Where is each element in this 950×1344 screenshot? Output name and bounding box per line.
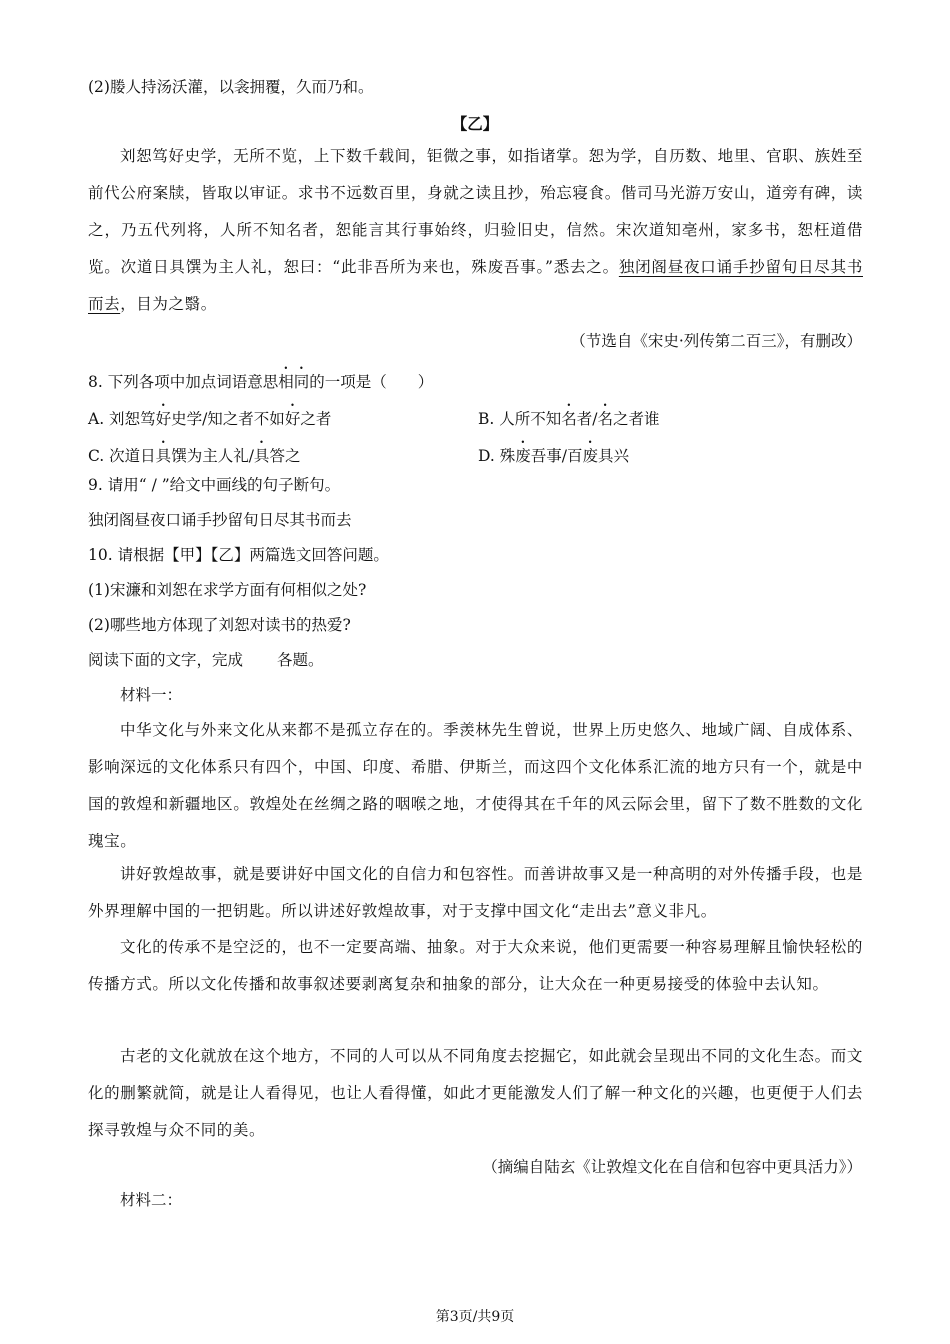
dotted-char: 名	[561, 410, 577, 428]
dotted-char: 同	[293, 373, 310, 391]
passage-yi-body	[88, 138, 863, 323]
material-1-para-1: 中华文化与外来文化从来都不是孤立存在的。季羡林先生曾说，世界上历史悠久、地域广阔、自成体系、影响深远的文化体系只有四个，中国、印度、希腊、伊斯兰，而这四个文化体系汇流的地方只有一个，就是中国的敦煌和新疆地区。敦煌处在丝绸之路的咽喉之地，才使得其在千年的风云际会里，留下了数不胜数的文化瑰宝。	[88, 721, 863, 850]
reading-intro: 阅读下面的文字，完成 各题。	[88, 651, 324, 669]
question-10-stem: 10. 请根据【甲】【乙】两篇选文回答问题。	[88, 546, 389, 564]
dotted-char: 好	[284, 410, 301, 428]
dotted-char: 废	[582, 447, 598, 465]
question-10-sub-1: (1)宋濂和刘恕在求学方面有何相似之处?	[88, 581, 367, 599]
previous-question-item: (2)媵人持汤沃灌，以衾拥覆，久而乃和。	[88, 78, 374, 96]
dotted-char: 废	[515, 447, 531, 465]
material-2-label: 材料二：	[120, 1191, 183, 1209]
question-10-sub-2: (2)哪些地方体现了刘恕对读书的热爱?	[88, 616, 351, 634]
passage-yi-title: 【乙】	[451, 114, 499, 133]
passage-yi-text: 刘恕笃好史学，无所不览，上下数千载间，钜微之事，如指诸掌。恕为学，自历数、地里、官职、族姓至前代公府案牍，皆取以审证。求书不远数百里，身就之读且抄，殆忘寝食。偕司马光游万安山，道旁有碑，读之，乃五代列将，人所不知名者，恕能言其行事始终，归验旧史，信然。宋次道知亳州，家多书，恕枉道借览。次道日具馔为主人礼，恕曰：“此非吾所为来也，殊废吾事。”悉去之。	[88, 147, 863, 276]
material-1-para-4: 古老的文化就放在这个地方，不同的人可以从不同角度去挖掘它，如此就会呈现出不同的文化生态。而文化的删繁就简，就是让人看得见，也让人看得懂，如此才更能激发人们了解一种文化的兴趣，也更便于人们去探寻敦煌与众不同的美。	[88, 1047, 863, 1139]
question-8-stem: 8. 下列各项中加点词语意思相同的一项是（ ）	[88, 373, 434, 391]
passage-yi-ending: ，目为之翳。	[120, 295, 217, 313]
material-1-label: 材料一：	[120, 686, 183, 704]
dotted-char: 相	[278, 373, 294, 391]
material-1-source: （摘编自陆玄《让敦煌文化在自信和包容中更具活力》）	[482, 1158, 862, 1176]
dotted-char: 具	[155, 447, 172, 465]
question-8-option-b[interactable]: B. 人所不知名者/名之者谁	[478, 410, 660, 428]
question-8-option-d[interactable]: D. 殊废吾事/百废具兴	[478, 447, 630, 465]
dotted-char: 具	[253, 447, 270, 465]
question-8-option-c[interactable]: C. 次道日具馔为主人礼/具答之	[88, 447, 301, 465]
question-8-option-a[interactable]: A. 刘恕笃好史学/知之者不如好之者	[88, 410, 332, 428]
question-9-stem: 9. 请用“ / ”给文中画线的句子断句。	[88, 476, 341, 494]
passage-yi-source: （节选自《宋史·列传第二百三》，有删改）	[570, 332, 862, 350]
question-9-sentence: 独闭阁昼夜口诵手抄留旬日尽其书而去	[88, 511, 352, 529]
page-number: 第3页/共9页	[435, 1309, 515, 1325]
material-1-para-3: 文化的传承不是空泛的，也不一定要高端、抽象。对于大众来说，他们更需要一种容易理解且愉快轻松的传播方式。所以文化传播和故事叙述要剥离复杂和抽象的部分，让大众在一种更易接受的体验中去认知。	[88, 938, 863, 993]
dotted-char: 名	[597, 410, 614, 428]
material-1-para-2: 讲好敦煌故事，就是要讲好中国文化的自信力和包容性。而善讲故事又是一种高明的对外传播手段，也是外界理解中国的一把钥匙。所以讲述好敦煌故事，对于支撑中国文化“走出去”意义非凡。	[88, 865, 863, 920]
underlined-sentence: 独闭阁昼夜口诵手抄留旬日尽其书而去	[88, 258, 863, 313]
dotted-char: 好	[155, 410, 172, 428]
